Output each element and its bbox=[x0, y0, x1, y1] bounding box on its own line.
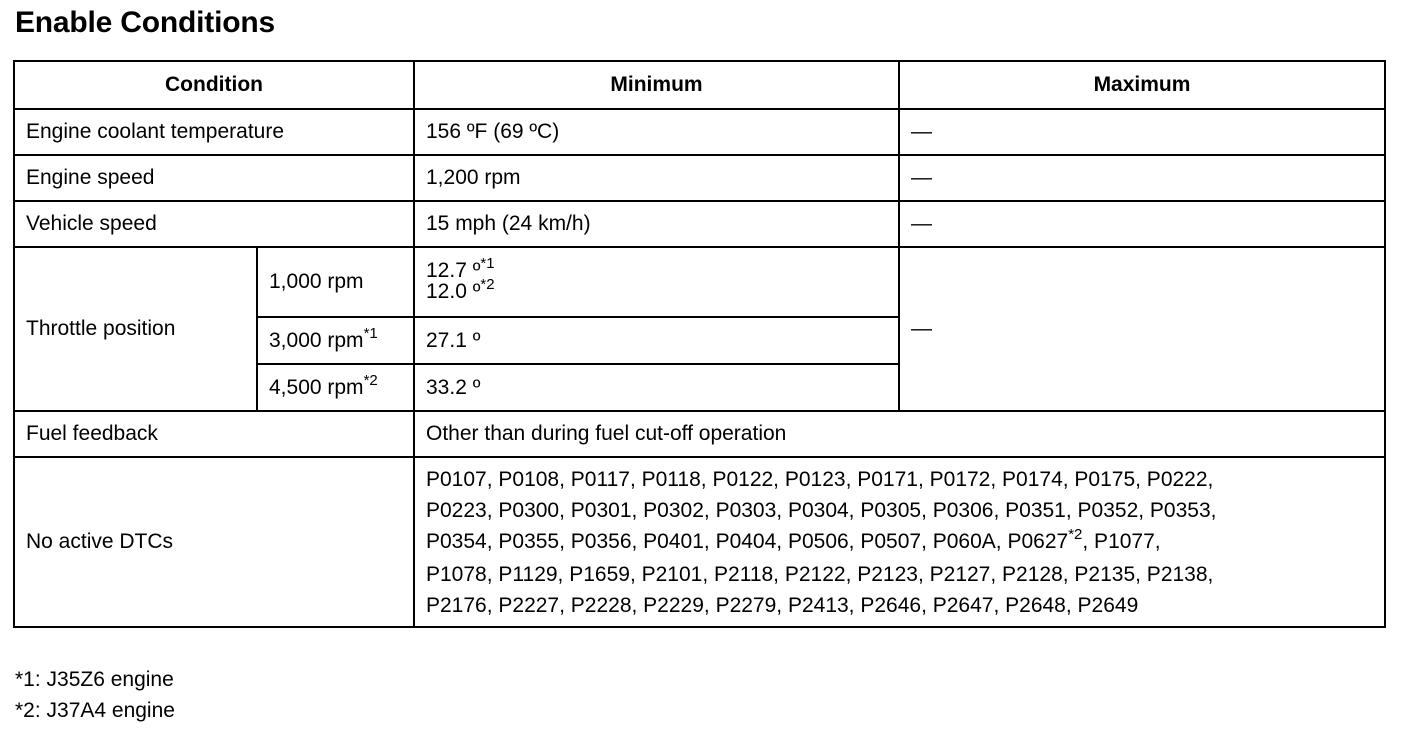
footnote-marker: *1 bbox=[363, 324, 378, 342]
dtc-line bbox=[426, 526, 1384, 559]
table-header-row bbox=[14, 61, 1385, 109]
minimum-line bbox=[426, 276, 898, 303]
maximum-cell: — bbox=[899, 155, 1385, 201]
minimum-cell: 27.1 º bbox=[414, 317, 899, 364]
footnote-marker: *2 bbox=[1068, 525, 1083, 543]
header-condition: Condition bbox=[14, 61, 414, 109]
header-maximum: Maximum bbox=[899, 61, 1385, 109]
dtc-line: P1078, P1129, P1659, P2101, P2118, P2122, P2123, P2127, P2128, P2135, P2138, bbox=[426, 562, 1214, 586]
minimum-cell: 156 ºF (69 ºC) bbox=[414, 109, 899, 155]
rpm-label: 1,000 rpm bbox=[269, 270, 364, 293]
footnote-marker: *1 bbox=[480, 255, 495, 272]
minimum-cell bbox=[414, 247, 899, 317]
rpm-cell bbox=[257, 247, 414, 317]
dtc-list-cell bbox=[414, 457, 1385, 627]
table-row bbox=[14, 411, 1385, 457]
page-title: Enable Conditions bbox=[15, 6, 275, 39]
table-row bbox=[14, 109, 1385, 155]
dtc-text: P0354, P0355, P0356, P0401, P0404, P0506, P0507, P060A, P0627 bbox=[426, 529, 1069, 553]
minimum-stack bbox=[426, 255, 898, 303]
footnote-1: *1: J35Z6 engine bbox=[15, 668, 174, 691]
dtc-text: , P1077, bbox=[1082, 529, 1161, 553]
enable-conditions-table bbox=[13, 60, 1386, 628]
condition-cell: Engine speed bbox=[14, 155, 414, 201]
value-cell: Other than during fuel cut-off operation bbox=[414, 411, 1385, 457]
minimum-value: 12.7 º bbox=[426, 259, 481, 282]
condition-cell: Engine coolant temperature bbox=[14, 109, 414, 155]
minimum-cell: 1,200 rpm bbox=[414, 155, 899, 201]
minimum-line bbox=[426, 255, 898, 282]
rpm-label: 4,500 rpm bbox=[269, 375, 364, 399]
condition-cell: Fuel feedback bbox=[14, 411, 414, 457]
maximum-cell: — bbox=[899, 109, 1385, 155]
dtc-line: P0223, P0300, P0301, P0302, P0303, P0304, P0305, P0306, P0351, P0352, P0353, bbox=[426, 498, 1217, 522]
rpm-cell bbox=[257, 364, 414, 411]
header-minimum: Minimum bbox=[414, 61, 899, 109]
condition-cell: Throttle position bbox=[14, 247, 257, 411]
maximum-cell: — bbox=[899, 201, 1385, 247]
minimum-value: 12.0 º bbox=[426, 280, 481, 303]
footnote-marker: *2 bbox=[480, 276, 495, 293]
footnote-marker: *2 bbox=[363, 371, 378, 389]
rpm-cell bbox=[257, 317, 414, 364]
table-row bbox=[14, 247, 1385, 317]
minimum-cell: 33.2 º bbox=[414, 364, 899, 411]
footnote-2: *2: J37A4 engine bbox=[15, 699, 175, 722]
condition-cell: No active DTCs bbox=[14, 457, 414, 627]
rpm-label: 3,000 rpm bbox=[269, 328, 364, 352]
dtc-line: P2176, P2227, P2228, P2229, P2279, P2413, P2646, P2647, P2648, P2649 bbox=[426, 593, 1139, 617]
maximum-cell: — bbox=[899, 247, 1385, 411]
table-row bbox=[14, 155, 1385, 201]
table-row bbox=[14, 201, 1385, 247]
minimum-cell: 15 mph (24 km/h) bbox=[414, 201, 899, 247]
condition-cell: Vehicle speed bbox=[14, 201, 414, 247]
table-row bbox=[14, 457, 1385, 627]
dtc-line: P0107, P0108, P0117, P0118, P0122, P0123, P0171, P0172, P0174, P0175, P0222, bbox=[426, 467, 1214, 491]
